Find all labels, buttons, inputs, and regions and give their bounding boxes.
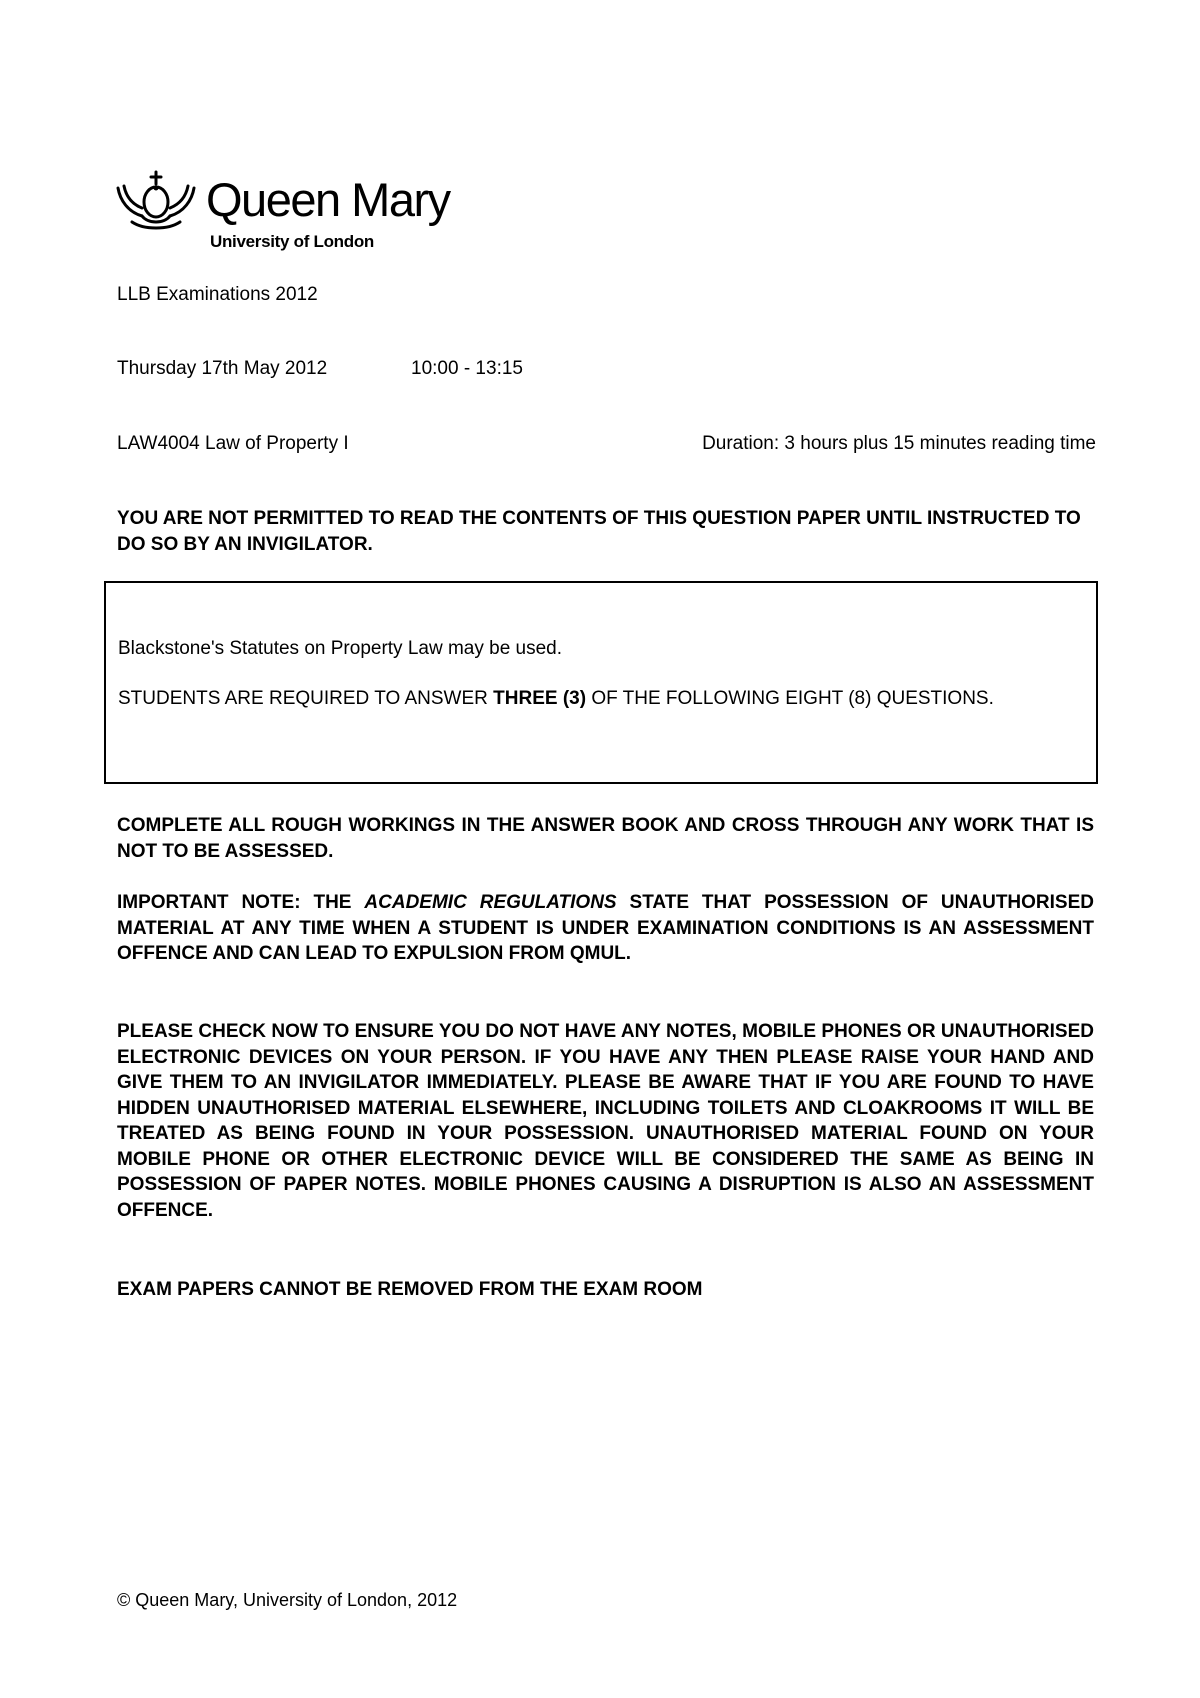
answer-instruction-prefix: STUDENTS ARE REQUIRED TO ANSWER (118, 688, 494, 709)
important-note (117, 890, 1094, 967)
logo-subtitle: University of London (210, 232, 375, 251)
exam-time: 10:00 - 13:15 (411, 358, 523, 379)
device-check-notice: PLEASE CHECK NOW TO ENSURE YOU DO NOT HAVE ANY NOTES, MOBILE PHONES OR UNAUTHORISED ELECTRONIC DEVICES ON YOUR PERSON. IF YOU HAVE ANY THEN PLEASE RAISE YOUR HAND AND GIVE THEM TO AN INVIGILATOR IMMEDIATELY. PLEASE BE AWARE THAT IF YOU ARE FOUND TO HAVE HIDDEN UNAUTHORISED MATERIAL ELSEWHERE, INCLUDING TOILETS AND CLOAKROOMS IT WILL BE TREATED AS BEING FOUND IN YOUR POSSESSION. UNAUTHORISED MATERIAL FOUND ON YOUR MOBILE PHONE OR OTHER ELECTRONIC DEVICE WILL BE CONSIDERED THE SAME AS BEING IN POSSESSION OF PAPER NOTES. MOBILE PHONES CAUSING A DISRUPTION IS ALSO AN ASSESSMENT OFFENCE. (117, 1021, 1094, 1221)
important-note-suffix: STATE THAT POSSESSION OF UNAUTHORISED MATERIAL AT ANY TIME WHEN A STUDENT IS UNDER EXAMINATION CONDITIONS IS AN ASSESSMENT OFFENCE AND CAN LEAD TO EXPULSION FROM QMUL. (117, 892, 1094, 964)
exam-date: Thursday 17th May 2012 (117, 358, 328, 379)
rough-workings-notice: COMPLETE ALL ROUGH WORKINGS IN THE ANSWER BOOK AND CROSS THROUGH ANY WORK THAT IS NOT TO BE ASSESSED. (117, 815, 1094, 862)
answer-instruction-suffix: OF THE FOLLOWING EIGHT (8) QUESTIONS. (586, 688, 994, 709)
important-note-prefix: IMPORTANT NOTE: THE (117, 892, 365, 913)
permitted-materials: Blackstone's Statutes on Property Law may be used. (118, 638, 563, 659)
answer-count: THREE (3) (493, 688, 587, 709)
answer-instruction (118, 686, 1088, 711)
university-logo (114, 170, 454, 260)
logo-name: Queen Mary (206, 173, 450, 226)
module-title: LAW4004 Law of Property I (117, 433, 349, 454)
instructions-box (104, 581, 1098, 784)
exam-duration: Duration: 3 hours plus 15 minutes reading time (702, 433, 1096, 454)
copyright-footer: © Queen Mary, University of London, 2012 (117, 1590, 458, 1610)
queen-mary-crest-icon (114, 170, 198, 234)
removal-notice: EXAM PAPERS CANNOT BE REMOVED FROM THE EXAM ROOM (117, 1279, 703, 1300)
exam-series: LLB Examinations 2012 (117, 284, 318, 305)
read-warning: YOU ARE NOT PERMITTED TO READ THE CONTENTS OF THIS QUESTION PAPER UNTIL INSTRUCTED TO DO SO BY AN INVIGILATOR. (117, 508, 1081, 555)
academic-regulations: ACADEMIC REGULATIONS (364, 892, 617, 913)
